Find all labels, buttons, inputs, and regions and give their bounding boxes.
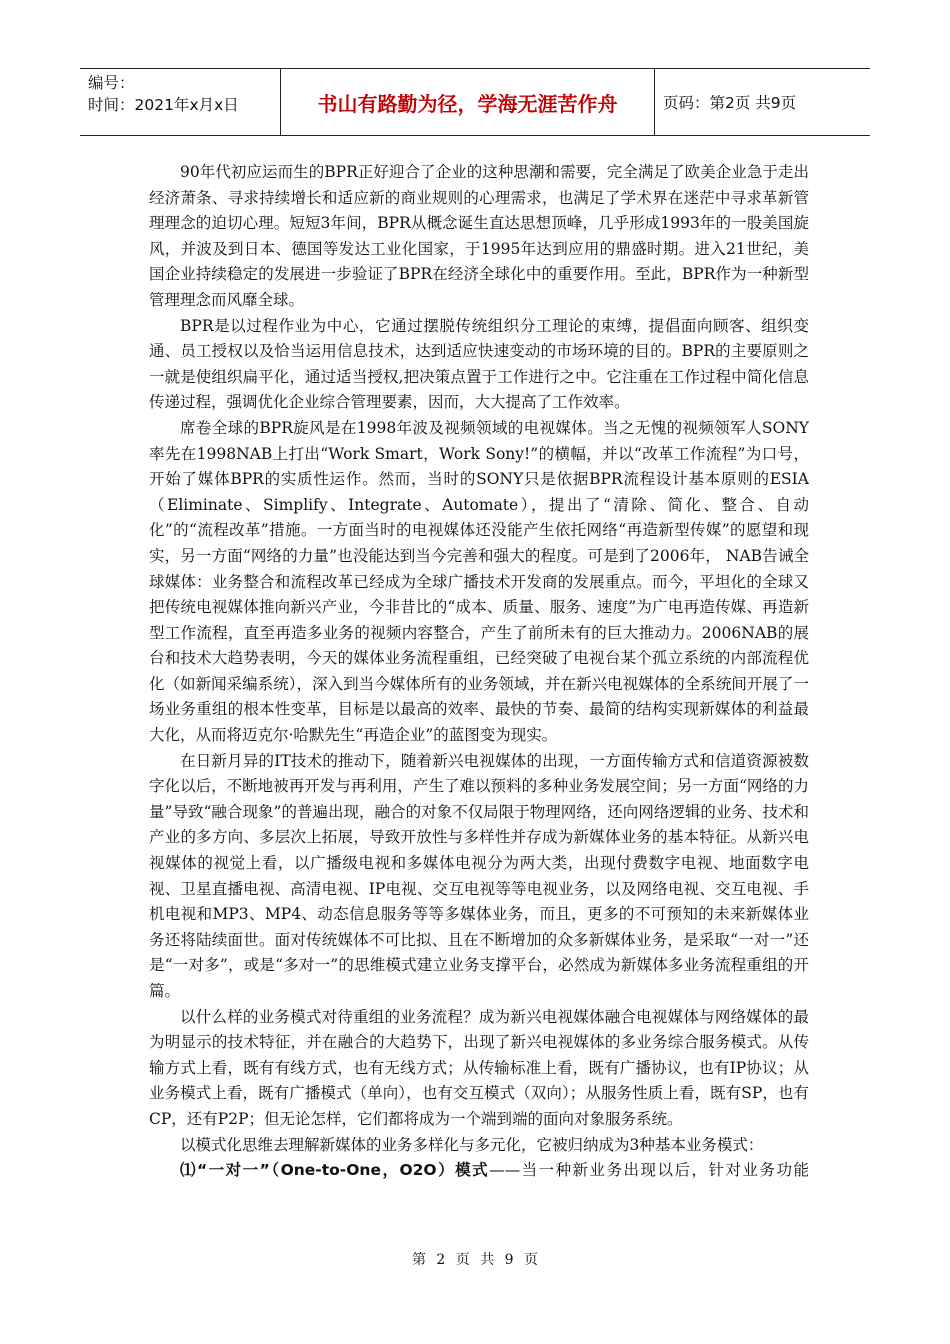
page-header [80, 68, 870, 136]
header-meta [80, 69, 281, 135]
document-body [149, 160, 809, 1184]
paragraph: 90年代初应运而生的BPR正好迎合了企业的这种思潮和需要，完全满足了欧美企业急于走出经济萧条、寻求持续增长和适应新的商业规则的心理需求，也满足了学术界在迷茫中寻求革新管理理念的迫切心理。短短3年间，BPR从概念诞生直达思想顶峰，几乎形成1993年的一股美国旋风，并波及到日本、德国等发达工业化国家，于1995年达到应用的鼎盛时期。进入21世纪，美国企业持续稳定的发展进一步验证了BPR在经济全球化中的重要作用。至此，BPR作为一种新型管理理念而风靡全球。 [149, 163, 809, 309]
page-footer: 第 2 页 共 9 页 [411, 1252, 539, 1268]
header-motto: 书山有路勤为径，学海无涯苦作舟 [281, 69, 655, 135]
mode-heading: ⑴“一对一”（One-to-One，O2O）模式 [180, 1161, 490, 1180]
paragraph-mode-one [149, 1158, 809, 1184]
mode-text: ——当一种新业务出现以后，针对业务功能 [489, 1161, 809, 1180]
number-label: 编号： [88, 74, 135, 92]
paragraph: 以模式化思维去理解新媒体的业务多样化与多元化，它被归纳成为3种基本业务模式： [180, 1135, 764, 1154]
paragraph: 在日新月异的IT技术的推动下，随着新兴电视媒体的出现，一方面传输方式和信道资源被数字化以后，不断地被再开发与再利用，产生了难以预料的多种业务发展空间；另一方面“网络的力量”导致“融合现象”的普遍出现，融合的对象不仅局限于物理网络，还向网络逻辑的业务、技术和产业的多方向、多层次上拓展，导致开放性与多样性并存成为新媒体业务的基本特征。从新兴电视媒体的视觉上看，以广播级电视和多媒体电视分为两大类，出现付费数字电视、地面数字电视、卫星直播电视、高清电视、IP电视、交互电视等等电视业务，以及网络电视、交互电视、手机电视和MP3、MP4、动态信息服务等等多媒体业务，而且，更多的不可预知的未来新媒体业务还将陆续面世。面对传统媒体不可比拟、且在不断增加的众多新媒体业务，是采取“一对一”还是“一对多”，或是“多对一”的思维模式建立业务支撑平台，必然成为新媒体多业务流程重组的开篇。 [149, 751, 809, 1000]
time-label: 时间：2021年x月x日 [88, 96, 239, 114]
paragraph: BPR是以过程作业为中心，它通过摆脱传统组织分工理论的束缚，提倡面向顾客、组织变通、员工授权以及恰当运用信息技术，达到适应快速变动的市场环境的目的。BPR的主要原则之一就是使组织扁平化，通过适当授权,把决策点置于工作进行之中。它注重在工作过程中简化信息传递过程，强调优化企业综合管理要素，因而，大大提高了工作效率。 [149, 316, 809, 412]
paragraph: 以什么样的业务模式对待重组的业务流程？成为新兴电视媒体融合电视媒体与网络媒体的最为明显示的技术特征，并在融合的大趋势下，出现了新兴电视媒体的多业务综合服务模式。从传输方式上看，既有有线方式，也有无线方式；从传输标准上看，既有广播协议，也有IP协议；从业务模式上看，既有广播模式（单向），也有交互模式（双向）；从服务性质上看，既有SP，也有CP，还有P2P；但无论怎样，它们都将成为一个端到端的面向对象服务系统。 [149, 1007, 809, 1128]
paragraph: 席卷全球的BPR旋风是在1998年波及视频领域的电视媒体。当之无愧的视频领军人SONY率先在1998NAB上打出“Work Smart，Work Sony!”的横幅，并以“改革工作流程”为口号，开始了媒体BPR的实质性运作。然而，当时的SONY只是依据BPR流程设计基本原则的ESIA（Eliminate、Simplify、Integrate、Automate），提出了“清除、简化、整合、自动化”的“流程改革”措施。一方面当时的电视媒体还没能产生依托网络“再造新型传媒”的愿望和现实，另一方面“网络的力量”也没能达到当今完善和强大的程度。可是到了2006年， NAB告诫全球媒体：业务整合和流程改革已经成为全球广播技术开发商的发展重点。而今，平坦化的全球又把传统电视媒体推向新兴产业，今非昔比的“成本、质量、服务、速度”为广电再造传媒、再造新型工作流程，直至再造多业务的视频内容整合，产生了前所未有的巨大推动力。2006NAB的展台和技术大趋势表明，今天的媒体业务流程重组，已经突破了电视台某个孤立系统的内部流程优化（如新闻采编系统），深入到当今媒体所有的业务领域，并在新兴电视媒体的全系统间开展了一场业务重组的根本性变革，目标是以最高的效率、最快的节奏、最简的结构实现新媒体的利益最大化，从而将迈克尔·哈默先生“再造企业”的蓝图变为现实。 [149, 418, 809, 745]
header-page-label: 页码：第2页 共9页 [663, 94, 797, 112]
